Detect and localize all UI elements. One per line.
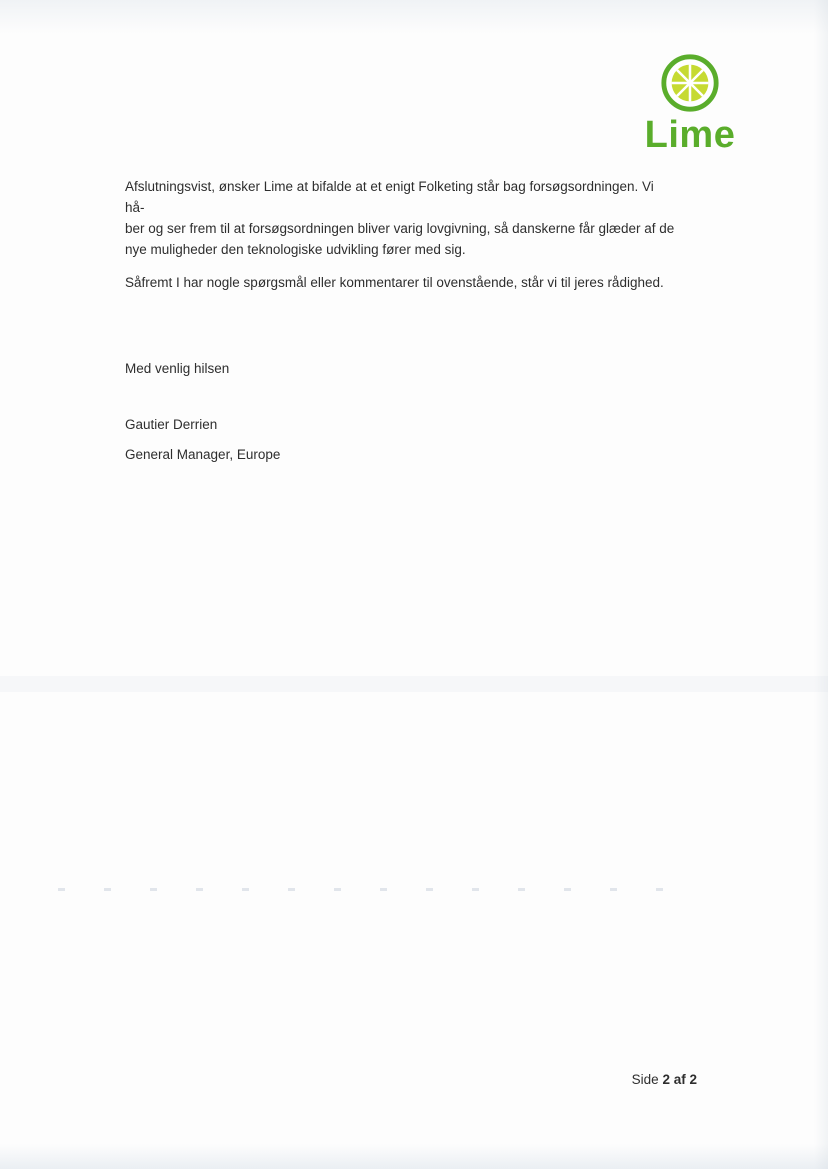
text-line: nye muligheder den teknologiske udvikling fører med sig. (125, 242, 466, 257)
signature-name: Gautier Derrien (125, 417, 218, 432)
scan-tint-right-edge (814, 0, 828, 1169)
lime-logo (638, 52, 742, 154)
lime-wheel-icon (659, 52, 721, 114)
text-line: ber og ser frem til at forsøgsordningen bliver varig lovgivning, så danskerne får glæder af de (125, 221, 675, 236)
scan-tint-bottom (0, 1144, 828, 1169)
signature-title: General Manager, Europe (125, 447, 281, 462)
paragraph-contact-offer: Såfremt I har nogle spørgsmål eller kommentarer til ovenstående, står vi til jeres rådighed. (125, 275, 664, 290)
letter-closing: Med venlig hilsen (125, 361, 230, 376)
page-number-label: Side (631, 1072, 659, 1087)
text-line: Afslutningsvist, ønsker Lime at bifalde at et enigt Folketing står bag forsøgsordningen. Vi hå- (125, 179, 654, 215)
scan-artifact-line (58, 888, 664, 891)
scan-tint-top (0, 0, 828, 34)
page-number (0, 1072, 697, 1087)
paragraph-closing-remarks (125, 176, 677, 260)
lime-wordmark: Lime (644, 114, 736, 156)
page-number-value: 2 af 2 (662, 1072, 697, 1087)
scan-tint-middle (0, 676, 828, 692)
